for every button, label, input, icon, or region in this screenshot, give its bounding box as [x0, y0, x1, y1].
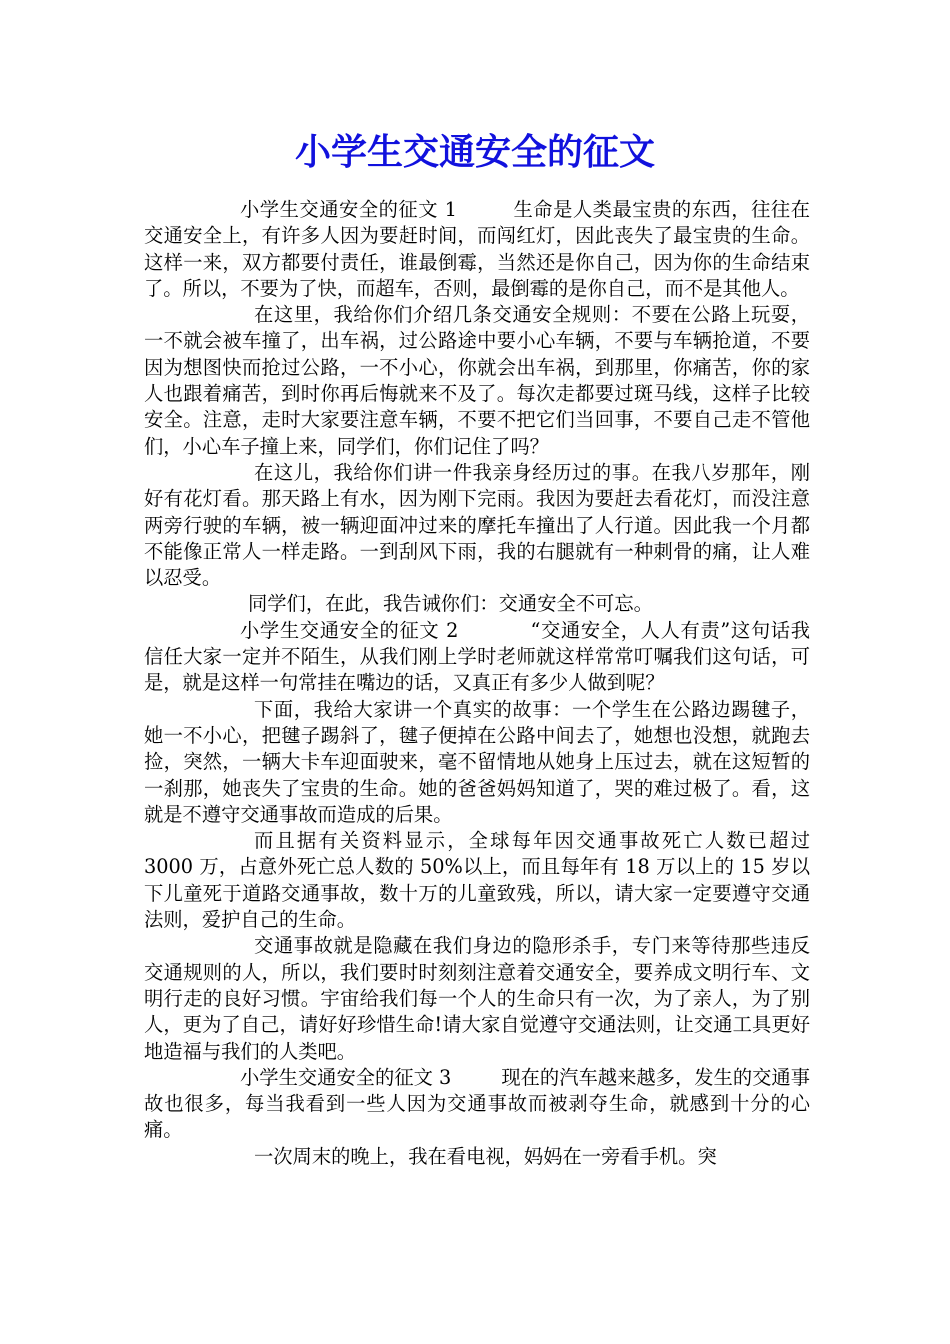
- essay-2-heading: 小学生交通安全的征文 2: [240, 618, 459, 642]
- essay-1-heading: 小学生交通安全的征文 1: [240, 198, 457, 221]
- paragraph: 在这儿，我给你们讲一件我亲身经历过的事。在我八岁那年，刚好有花灯看。那天路上有水，因为刚下完雨。我因为要赶去看花灯，而没注意两旁行驶的车辆，被一辆迎面冲过来的摩托车撞出了人行道。因此我一个月都不能像正常人一样走路。一到刮风下雨，我的右腿就有一种刺骨的痛，让人难以忍受。: [144, 460, 810, 590]
- paragraph: 交通事故就是隐藏在我们身边的隐形杀手，专门来等待那些违反交通规则的人，所以，我们要时时刻刻注意着交通安全，要养成文明行车、文明行走的良好习惯。宇宙给我们每一个人的生命只有一次，为了亲人，为了别人，更为了自己，请好好珍惜生命!请大家自觉遵守交通法则，让交通工具更好地造福与我们的人类吧。: [144, 934, 810, 1063]
- essay-1-first-paragraph: [144, 197, 810, 302]
- document-title: 小学生交通安全的征文: [294, 131, 655, 173]
- paragraph: 生命是人类最宝贵的东西，往往在交通安全上，有许多人因为要赶时间，而闯红灯，因此丧失了最宝贵的生命。这样一来，双方都要付责任，谁最倒霉，当然还是你自己，因为你的生命结束了。所以，不要为了快，而超车，否则，最倒霉的是你自己，而不是其他人。: [144, 198, 810, 300]
- paragraph: 在这里，我给你们介绍几条交通安全规则：不要在公路上玩耍，一不就会被车撞了，出车祸，过公路途中要小心车辆，不要与车辆抢道，不要因为想图快而抢过公路，一不小心，你就会出车祸，到那里，你痛苦，你的家人也跟着痛苦，到时你再后悔就来不及了。每次走都要过斑马线，这样子比较安全。注意，走时大家要注意车辆，不要不把它们当回事，不要自己走不管他们，小心车子撞上来，同学们，你们记住了吗？: [144, 303, 810, 458]
- paragraph: 下面，我给大家讲一个真实的故事：一个学生在公路边踢毽子，她一不小心，把毽子踢斜了，毽子便掉在公路中间去了，她想也没想，就跑去捡，突然，一辆大卡车迎面驶来，毫不留情地从她身上压过去，就在这短暂的一刹那，她丧失了宝贵的生命。她的爸爸妈妈知道了，哭的难过极了。看，这就是不遵守交通事故而造成的后果。: [144, 697, 810, 826]
- document-body: [144, 197, 810, 1170]
- paragraph: 一次周末的晚上，我在看电视，妈妈在一旁看手机。突: [254, 1144, 717, 1168]
- paragraph: 而且据有关资料显示，全球每年因交通事故死亡人数已超过 3000 万，占意外死亡总人数的 50%以上，而且每年有 18 万以上的 15 岁以下儿童死于道路交通事故，数十万的儿童致残，所以，请大家一定要遵守交通法则，爱护自己的生命。: [144, 829, 810, 932]
- essay-3-first-paragraph: [144, 1065, 810, 1144]
- paragraph: 现在的汽车越来越多，发生的交通事故也很多，每当我看到一些人因为交通事故而被剥夺生命，就感到十分的心痛。: [144, 1065, 810, 1142]
- essay-3-heading: 小学生交通安全的征文 3: [240, 1065, 452, 1089]
- paragraph: 同学们，在此，我告诫你们：交通安全不可忘。: [248, 592, 653, 616]
- essay-2-first-paragraph: [144, 618, 810, 697]
- paragraph: “交通安全，人人有责”这句话我信任大家一定并不陌生，从我们刚上学时老师就这样常常叮嘱我们这句话，可是，就是这样一句常挂在嘴边的话，又真正有多少人做到呢？: [144, 618, 810, 695]
